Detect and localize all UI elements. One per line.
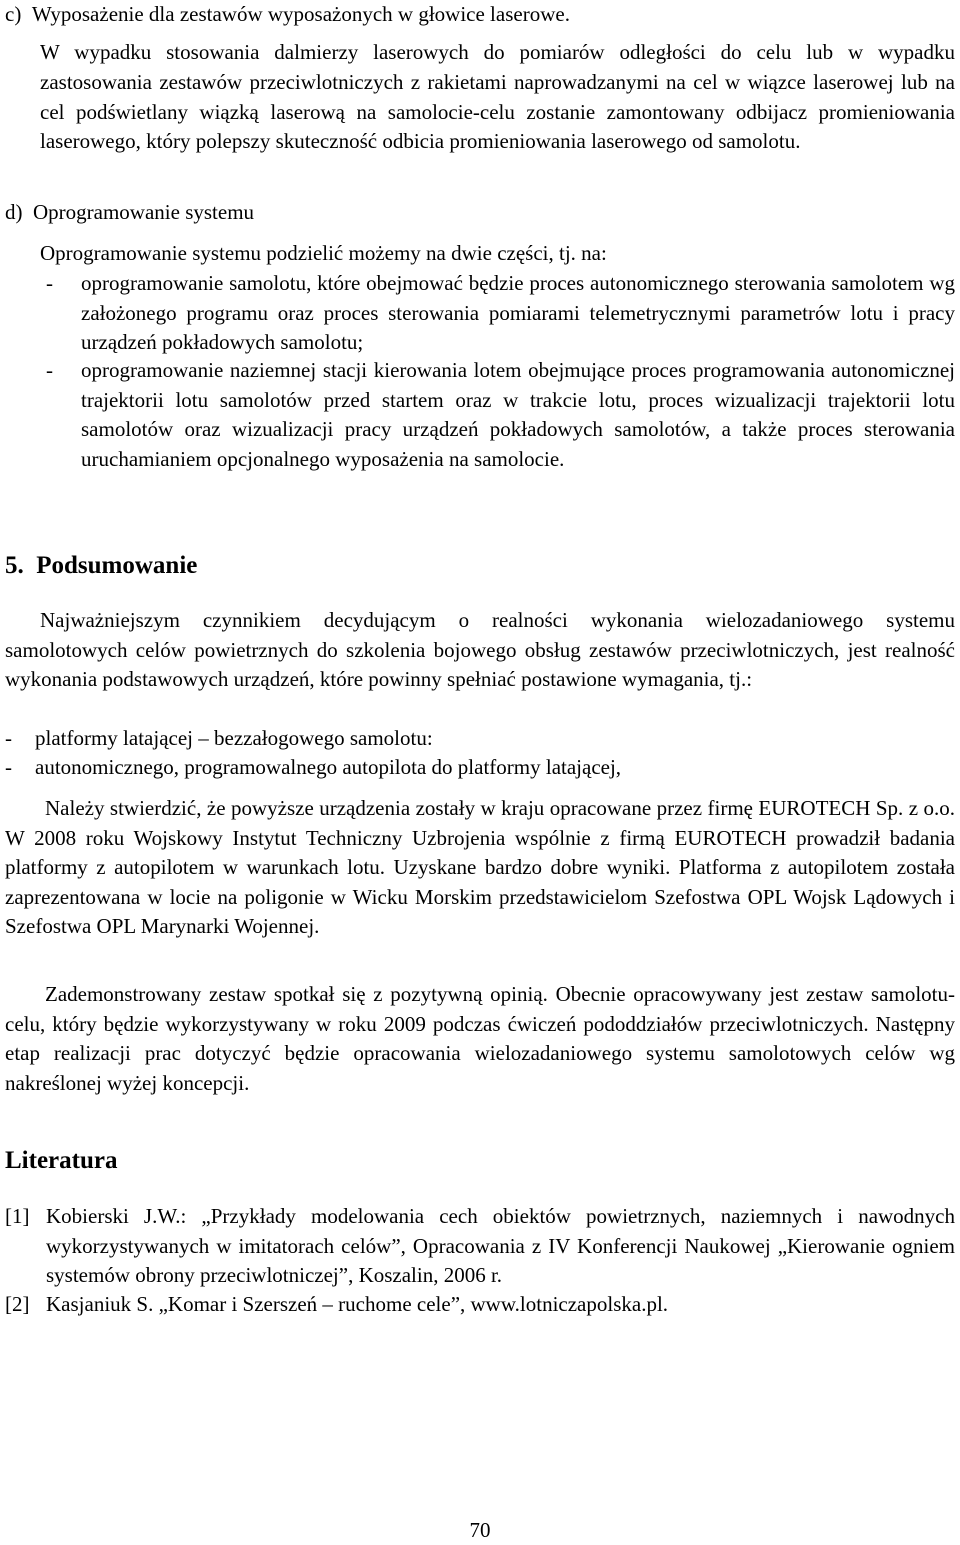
summary-paragraph-1: Najważniejszym czynnikiem decydującym o realności wykonania wielozadaniowego systemu samolotowych celów powietrznych do szkolenia bojowego obsług zestawów przeciwlotniczych, jest realność wykonania podstawowych urządzeń, które powinny spełniać postawione wymagania, tj.:	[5, 608, 955, 691]
section-c-heading: c) Wyposażenie dla zestawów wyposażonych w głowice laserowe.	[5, 2, 570, 26]
section-c-paragraph: W wypadku stosowania dalmierzy laserowych do pomiarów odległości do celu lub w wypadku zastosowania zestawów przeciwlotniczych z rakietami naprowadzanymi na cel w wiązce laserowej lub na cel podświetlany wiązką laserową na samolocie-celu zostanie zamontowany odbijacz promieniowania laserowego, który polepszy skuteczność odbicia promieniowania laserowego od samolotu.	[40, 40, 955, 154]
reference-number: [2]	[5, 1292, 30, 1316]
section-d-item-text: oprogramowanie samolotu, które obejmować będzie proces autonomicznego sterowania samolotem wg założonego programu oraz proces sterowania pomiarami telemetrycznymi parametrów lotu i pracy urządzeń pokładowych samolotu;	[81, 271, 955, 354]
section-d-item-text: oprogramowanie naziemnej stacji kierowania lotem obejmujące proces programowania autonomicznej trajektorii lotu samolotów przed startem oraz w trakcie lotu, proces wizualizacji trajektorii lotu samolotów oraz wizualizacji pracy urządzeń pokładowych samolotów, a także proces sterowania uruchamianiem opcjonalnego wyposażenia na samolocie.	[81, 358, 955, 471]
section-d-list-item	[46, 356, 955, 474]
section-d-heading: d) Oprogramowanie systemu	[5, 200, 255, 224]
reference-item	[5, 1290, 955, 1319]
reference-item	[5, 1202, 955, 1291]
literature-title: Literatura	[5, 1147, 118, 1174]
summary-paragraph-2: Należy stwierdzić, że powyższe urządzenia zostały w kraju opracowane przez firmę EUROTECH Sp. z o.o. W 2008 roku Wojskowy Instytut Techniczny Uzbrojenia wspólnie z firmą EUROTECH prowadził badania platformy z autopilotem w warunkach lotu. Uzyskane bardzo dobre wyniki. Platforma z autopilotem została zaprezentowana w locie na poligonie w Wicku Morskim przedstawicielom Szefostwa OPL Wojsk Lądowych i Szefostwa OPL Marynarki Wojennej.	[5, 796, 955, 938]
summary-bullet	[5, 724, 955, 753]
section-d-intro: Oprogramowanie systemu podzielić możemy na dwie części, tj. na:	[40, 241, 607, 265]
summary-paragraph-3: Zademonstrowany zestaw spotkał się z pozytywną opinią. Obecnie opracowywany jest zestaw samolotu-celu, który będzie wykorzystywany w roku 2009 podczas ćwiczeń pododdziałów przeciwlotniczych. Następny etap realizacji prac dotyczyć będzie opracowania wielozadaniowego systemu samolotowych celów wg nakreślonej wyżej koncepcji.	[5, 982, 955, 1095]
reference-text: Kasjaniuk S. „Komar i Szerszeń – ruchome cele”, www.lotniczapolska.pl.	[46, 1292, 669, 1316]
list-dash: -	[46, 271, 53, 295]
list-dash: -	[5, 755, 12, 779]
summary-title: 5. Podsumowanie	[5, 552, 198, 579]
reference-number: [1]	[5, 1204, 30, 1228]
section-d-list-item	[46, 269, 955, 358]
list-dash: -	[5, 726, 12, 750]
summary-bullet-text: autonomicznego, programowalnego autopilota do platformy latającej,	[35, 755, 622, 779]
summary-bullet-text: platformy latającej – bezzałogowego samolotu:	[35, 726, 433, 750]
reference-text: Kobierski J.W.: „Przykłady modelowania cech obiektów powietrznych, naziemnych i nawodnych wykorzystywanych w imitatorach celów”, Opracowania z IV Konferencji Naukowej „Kierowanie ogniem systemów obrony przeciwlotniczej”, Koszalin, 2006 r.	[46, 1204, 955, 1287]
list-dash: -	[46, 358, 53, 382]
page-number: 70	[469, 1518, 491, 1542]
summary-bullet	[5, 753, 955, 782]
